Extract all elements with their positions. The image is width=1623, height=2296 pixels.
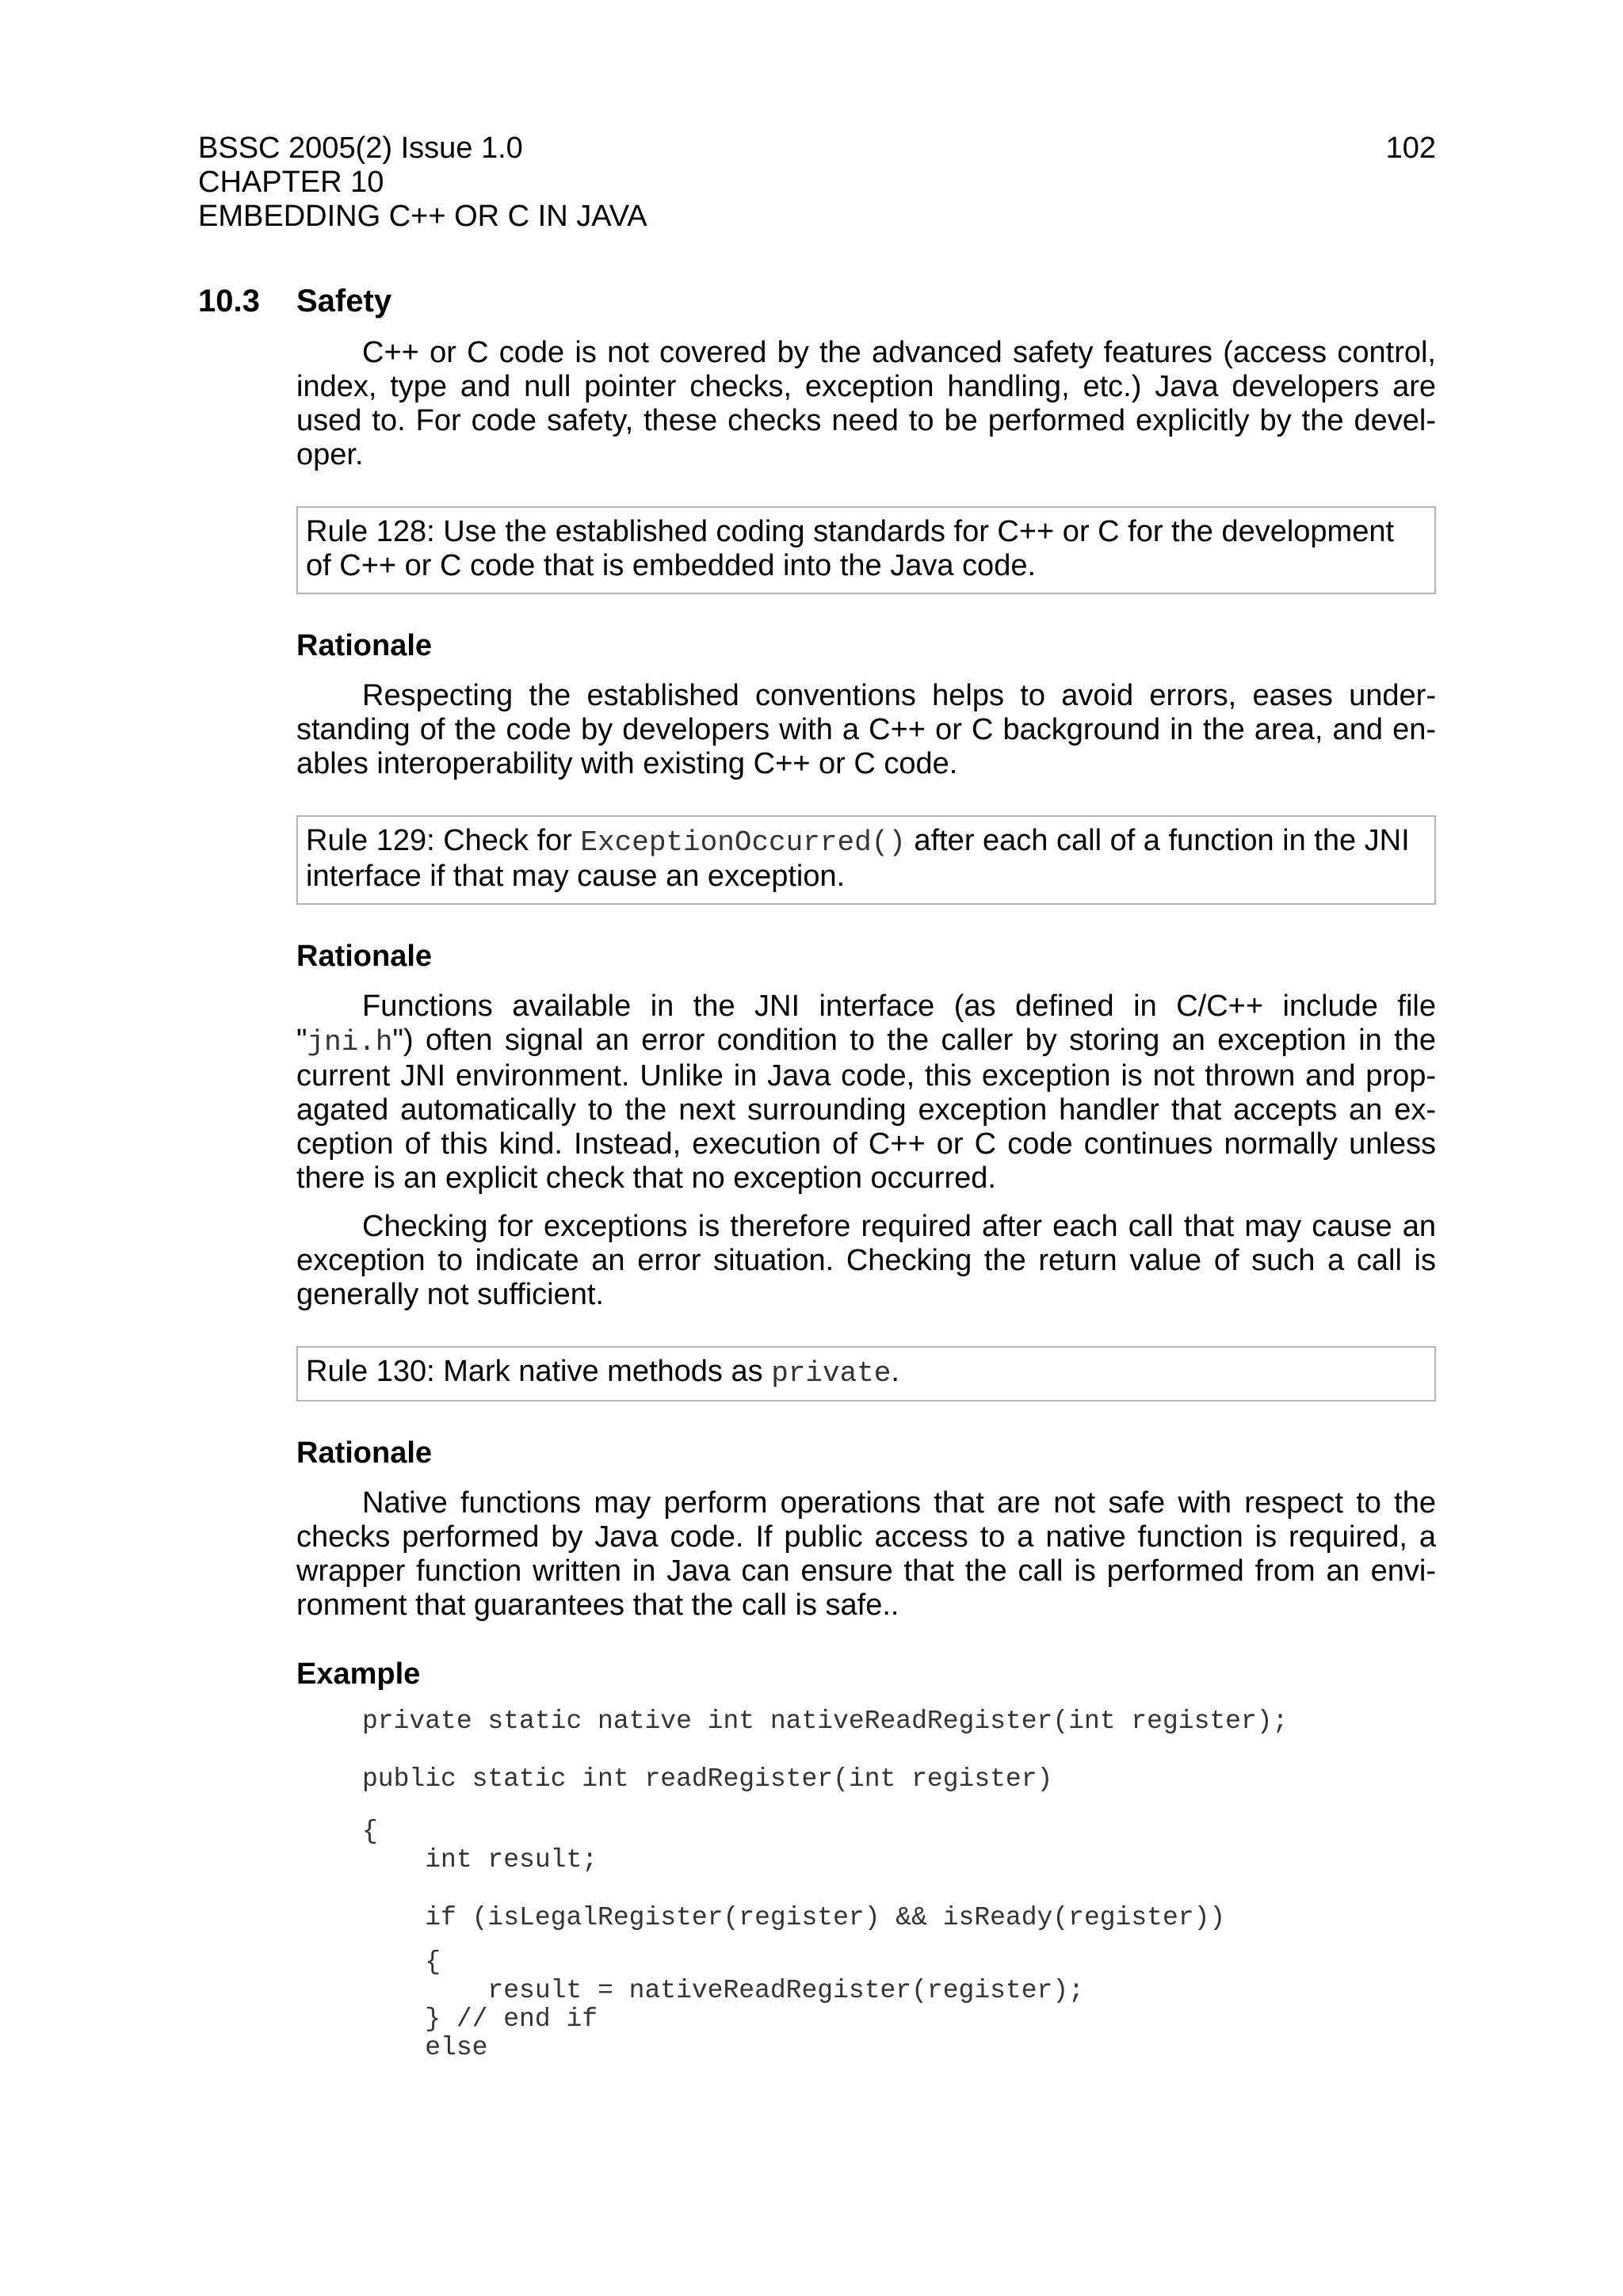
section-body	[296, 336, 1436, 2062]
code-line: {	[362, 1817, 378, 1846]
code-line: } // end if	[362, 2004, 598, 2034]
rule-129-code: ExceptionOccurred()	[580, 826, 906, 859]
page-header	[198, 132, 1436, 234]
page-number: 102	[1385, 132, 1436, 165]
code-line: if (isLegalRegister(register) && isReady(register))	[362, 1903, 1226, 1932]
rule-129-prefix: Rule 129: Check for	[306, 824, 581, 857]
rule-130-code: private	[771, 1357, 892, 1390]
section-number: 10.3	[198, 284, 260, 318]
code-line: {	[362, 1947, 441, 1977]
section-heading	[198, 283, 391, 319]
example-code-block	[362, 1707, 1436, 2062]
intro-paragraph: C++ or C code is not covered by the advanced safety features (access control, index, type and null pointer checks, exception handling, etc.) Java developers are used to. For code safety, these checks need to be performed explicitly by the developer.	[296, 336, 1436, 471]
rule-129-suffix: after each call of a function in the JNI interface if that may cause an exception.	[306, 824, 1410, 893]
rule-130-suffix: .	[891, 1355, 899, 1388]
header-chapter: CHAPTER 10	[198, 166, 384, 199]
code-line: result = nativeReadRegister(register);	[362, 1976, 1084, 2005]
rule-130-box	[296, 1346, 1436, 1402]
header-document-id: BSSC 2005(2) Issue 1.0	[198, 132, 523, 165]
rationale-128-heading: Rationale	[296, 629, 433, 662]
rationale-128-paragraph: Respecting the established conventions helps to avoid errors, eases understanding of the code by developers with a C++ or C background in the area, and enables interoperability with existing C++ or C code.	[296, 679, 1436, 780]
rationale-129-paragraph-2: Checking for exceptions is therefore required after each call that may cause an exception to indicate an error situation. Checking the return value of such a call is generally not sufficient.	[296, 1210, 1436, 1311]
rule-129-box	[296, 815, 1436, 905]
rationale-129-heading: Rationale	[296, 940, 433, 973]
rationale-129-p1-code: jni.h	[307, 1026, 393, 1058]
rationale-130-paragraph: Native functions may perform operations that are not safe with respect to the checks performed by Java code. If public access to a native function is required, a wrapper function written in Java can ensure that the call is performed from an environment that guarantees that the call is safe..	[296, 1486, 1436, 1622]
rule-128-box	[296, 506, 1436, 594]
rationale-129-paragraph-1	[296, 990, 1436, 1196]
rule-129-text	[306, 824, 1426, 894]
rationale-129-p1-before: Functions available in the JNI interface (as defined in C/C++ include file "	[296, 990, 1436, 1057]
code-line: else	[362, 2033, 488, 2062]
code-line: private static native int nativeReadRegister(int register);	[362, 1707, 1289, 1736]
code-line: int result;	[362, 1845, 598, 1875]
code-line: public static int readRegister(int register)	[362, 1764, 1053, 1794]
rationale-129-p1-after: ") often signal an error condition to the caller by storing an exception in the current JNI environment. Unlike in Java code, this exception is not thrown and propagated automatically to the next surrounding exception handler that accepts an exception of this kind. Instead, execution of C++ or C code continues normally unless there is an explicit check that no exception occurred.	[296, 1024, 1436, 1195]
rule-130-text	[306, 1355, 1426, 1390]
header-chapter-title: EMBEDDING C++ OR C IN JAVA	[198, 200, 647, 233]
section-title: Safety	[296, 284, 392, 318]
rationale-130-heading: Rationale	[296, 1436, 433, 1470]
example-heading: Example	[296, 1657, 421, 1691]
rule-128-text: Rule 128: Use the established coding standards for C++ or C for the development of C++ or C code that is embedded into the Java code.	[306, 515, 1395, 582]
rule-130-prefix: Rule 130: Mark native methods as	[306, 1355, 772, 1388]
